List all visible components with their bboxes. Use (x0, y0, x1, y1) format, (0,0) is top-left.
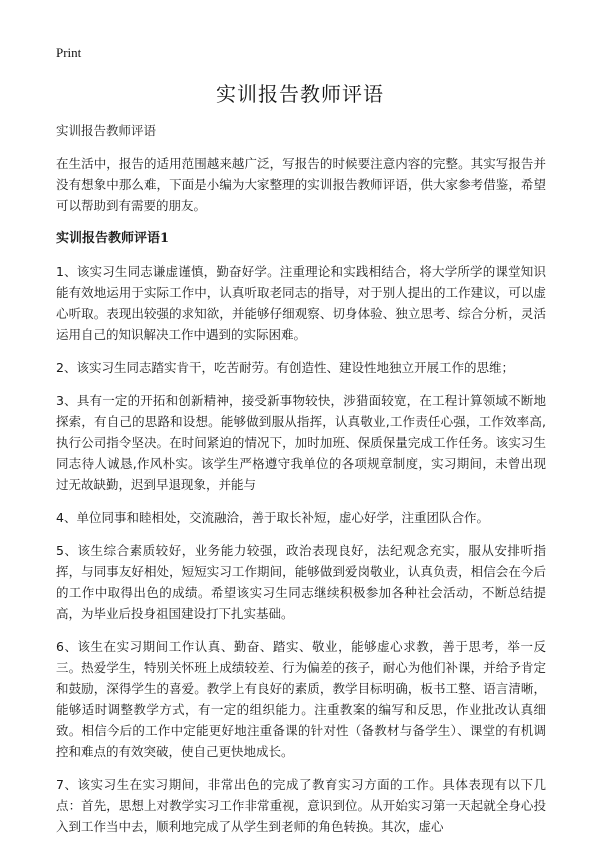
print-link[interactable]: Print (56, 45, 82, 60)
paragraph-4: 4、单位同事和睦相处，交流融洽，善于取长补短，虚心好学，注重团队合作。 (56, 510, 489, 525)
paragraph-7: 7、该实习生在实习期间，非常出色的完成了教育实习方面的工作。具体表现有以下几点：首先，思想上对教学实习工作非常重视，意识到位。从开始实习第一天起就全身心投入到工作当中去，顺利地完成了从学生到老师的角色转换。其次，虚心 (56, 777, 546, 834)
paragraph-1: 1、该实习生同志谦虚谨慎，勤奋好学。注重理论和实践相结合，将大学所学的课堂知识能有效地运用于实际工作中，认真听取老同志的指导，对于别人提出的工作建议，可以虚心听取。表现出较强的求知欲，并能够仔细观察、切身体验、独立思考、综合分析，灵活运用自己的知识解决工作中遇到的实际困难。 (56, 264, 546, 342)
article-subtitle: 实训报告教师评语 (56, 123, 157, 138)
paragraph-3: 3、具有一定的开拓和创新精神，接受新事物较快，涉猎面较宽，在工程计算领域不断地探索，有自己的思路和设想。能够做到服从指挥，认真敬业,工作责任心强，工作效率高,执行公司指令坚决。在时间紧迫的情况下，加时加班、保质保量完成工作任务。该实习生同志待人诚恳,作风朴实。该学生严格遵守我单位的各项规章制度，实习期间，未曾出现过无故缺勤，迟到早退现象，并能与 (56, 393, 546, 492)
paragraph-6: 6、该生在实习期间工作认真、勤奋、踏实、敬业，能够虚心求教，善于思考，举一反三。热爱学生，特别关怀班上成绩较差、行为偏差的孩子，耐心为他们补课，并给予肯定和鼓励，深得学生的喜爱。教学上有良好的素质，教学目标明确，板书工整、语言清晰，能够适时调整教学方式，有一定的组织能力。注重教案的编写和反思，作业批改认真细致。相信今后的工作中定能更好地注重备课的针对性（备教材与备学生）、课堂的有机调控和难点的有效突破，使自己更快地成长。 (56, 639, 546, 759)
page-title: 实训报告教师评语 (216, 82, 384, 106)
article-body (56, 120, 546, 849)
paragraph-2: 2、该实习生同志踏实肯干，吃苦耐劳。有创造性、建设性地独立开展工作的思维； (56, 360, 514, 375)
section-heading: 实训报告教师评语1 (56, 231, 170, 246)
paragraph-5: 5、该生综合素质较好，业务能力较强，政治表现良好，法纪观念充实，服从安排听指挥，与同事友好相处，短短实习工作期间，能够做到爱岗敬业，认真负责，相信会在今后的工作中取得出色的成绩。希望该实习生同志继续积极参加各种社会活动，不断总结提高，为毕业后投身祖国建设打下扎实基础。 (56, 543, 546, 621)
intro-paragraph: 在生活中，报告的适用范围越来越广泛，写报告的时候要注意内容的完整。其实写报告并没有想象中那么难，下面是小编为大家整理的实训报告教师评语，供大家参考借鉴，希望可以帮助到有需要的朋友。 (56, 156, 546, 213)
